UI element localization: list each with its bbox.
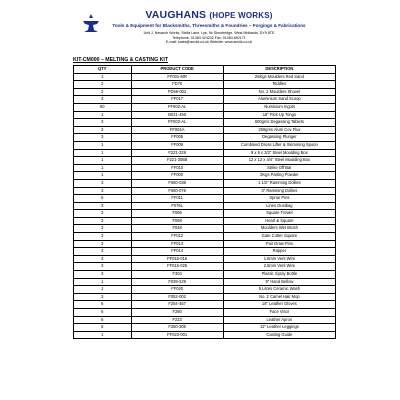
table-row — [74, 331, 336, 339]
cell-product-code: FD56-002 — [131, 88, 223, 96]
cell-qty: 3 — [74, 217, 132, 225]
table-row — [74, 187, 336, 195]
table-row — [74, 263, 336, 271]
cell-qty: 3 — [74, 233, 132, 241]
cell-description: 5 Litres Ceramic Wash — [223, 286, 335, 294]
table-row — [74, 111, 336, 119]
table-row — [74, 217, 336, 225]
company-email-web: E-mail: sales@anvils.co.uk Website: www.anvils.co.uk — [165, 40, 253, 45]
cell-qty: 3 — [74, 255, 132, 263]
table-row — [74, 293, 336, 301]
table-row — [74, 96, 336, 104]
table-row — [74, 119, 336, 127]
table-row — [74, 134, 336, 142]
table-row — [74, 73, 336, 81]
cell-qty: 3 — [74, 271, 132, 279]
letterhead — [0, 9, 400, 45]
cell-description: 600gms Degassing Tablets — [223, 119, 335, 127]
cell-description: 2.5mm Vent Wire — [223, 263, 335, 271]
kit-title: KIT-CM000 – MELTING & CASTING KIT — [73, 57, 169, 63]
cell-product-code: FF010 — [131, 164, 223, 172]
cell-description: 18" Pick Up Tongs — [223, 111, 335, 119]
cell-description: Sprue Pins — [223, 195, 335, 203]
cell-description: Aluminium Sand Scoop — [223, 96, 335, 104]
company-tagline: Tools & Equipment for Blacksmiths, Threesmiths & Foundries – Forgings & Fabrications — [112, 23, 306, 28]
table-row — [74, 88, 336, 96]
cell-qty: 1 — [74, 73, 132, 81]
cell-description: Linen Dustbag — [223, 202, 335, 210]
cell-product-code: FD70 — [131, 81, 223, 89]
cell-qty: 1 — [74, 141, 132, 149]
table-row — [74, 316, 336, 324]
cell-product-code: FF002-AL — [131, 103, 223, 111]
cell-description: Plastic Spray Bottle — [223, 271, 335, 279]
company-subname: (HOPE WORKS) — [209, 11, 273, 20]
cell-qty: 3 — [74, 187, 132, 195]
cell-product-code: FF012 — [131, 233, 223, 241]
cell-description: 2Kgs Parting Powder — [223, 172, 335, 180]
cell-description: 1 1/2" Ramming Dollies — [223, 179, 335, 187]
cell-product-code: FF000 — [131, 172, 223, 180]
cell-qty: 3 — [74, 240, 132, 248]
kit-table-body — [74, 73, 336, 339]
cell-product-code: F304 — [131, 271, 223, 279]
table-row — [74, 103, 336, 111]
cell-description: 25Kgs Moulders Red Sand — [223, 73, 335, 81]
company-address-block — [18, 31, 400, 45]
cell-qty: 3 — [74, 179, 132, 187]
cell-product-code: F221-305B — [131, 157, 223, 165]
company-name — [18, 9, 400, 21]
cell-product-code: FF004A — [131, 126, 223, 134]
table-row — [74, 172, 336, 180]
cell-product-code: F052-002 — [131, 293, 223, 301]
cell-product-code: F254-457 — [131, 301, 223, 309]
cell-description: 9 x 9 x 3/2" Steel Moulding Box — [223, 149, 335, 157]
company-address: Unit J, Navarch Works, Stella Lane, Lye, Nr Stourbridge, West Midlands, DY9 8TE — [143, 31, 275, 35]
cell-description: Face Visor — [223, 309, 335, 317]
cell-description: Pair Draw Pins — [223, 240, 335, 248]
table-row — [74, 149, 336, 157]
cell-qty: 6 — [74, 316, 132, 324]
cell-product-code: FF003-AL — [131, 119, 223, 127]
cell-product-code: FF020 — [131, 286, 223, 294]
cell-description: 250gms Alum Cov Flux — [223, 126, 335, 134]
cell-product-code: F280 — [131, 309, 223, 317]
column-header-qty: QTY — [74, 66, 132, 74]
table-row — [74, 179, 336, 187]
cell-qty: 3 — [74, 210, 132, 218]
cell-qty: 3 — [74, 293, 132, 301]
cell-product-code: F060-038 — [131, 179, 223, 187]
table-row — [74, 309, 336, 317]
cell-description: Heart & Square — [223, 217, 335, 225]
column-header-product-code: PRODUCT CODE — [131, 66, 223, 74]
table-row — [74, 225, 336, 233]
cell-description: No. 2 Camel Hair Mop — [223, 293, 335, 301]
cell-product-code: FF013 — [131, 240, 223, 248]
cell-qty: 3 — [74, 134, 132, 142]
table-row — [74, 248, 336, 256]
table-row — [74, 81, 336, 89]
cell-qty: 6 — [74, 301, 132, 309]
cell-description: 3" Ramming Dollies — [223, 187, 335, 195]
company-phone-fax: Telephone: 01384 424232 Fax: 01384 892171 — [172, 35, 246, 40]
cell-product-code: F221-229 — [131, 149, 223, 157]
cell-qty: 1 — [74, 286, 132, 294]
cell-qty: 2 — [74, 88, 132, 96]
cell-qty: 1 — [74, 164, 132, 172]
cell-qty: 1 — [74, 149, 132, 157]
table-row — [74, 141, 336, 149]
cell-product-code: F039-229 — [131, 278, 223, 286]
cell-product-code: FF009 — [131, 141, 223, 149]
cell-product-code: FF016-016 — [131, 255, 223, 263]
column-header-description: DESCRIPTION — [223, 66, 335, 74]
cell-description: 1.6mm Vent Wire — [223, 255, 335, 263]
cell-description: Gate Cutter Square — [223, 233, 335, 241]
cell-qty: 1 — [74, 111, 132, 119]
cell-qty: 60 — [74, 103, 132, 111]
cell-qty: 1 — [74, 331, 132, 339]
cell-qty: 3 — [74, 119, 132, 127]
table-row — [74, 233, 336, 241]
table-row — [74, 286, 336, 294]
table-row — [74, 240, 336, 248]
cell-description: Moulders Wet Brush — [223, 225, 335, 233]
cell-product-code: B021-450 — [131, 111, 223, 119]
cell-description: Casting Guide — [223, 331, 335, 339]
table-row — [74, 301, 336, 309]
cell-qty: 3 — [74, 126, 132, 134]
cell-description: Degassing Plunger — [223, 134, 335, 142]
cell-qty: 6 — [74, 309, 132, 317]
cell-product-code: F223 — [131, 316, 223, 324]
cell-qty: 6 — [74, 195, 132, 203]
cell-product-code: FF001-MR — [131, 73, 223, 81]
cell-product-code: F068 — [131, 217, 223, 225]
company-name-text: VAUGHANS — [145, 9, 207, 21]
table-row — [74, 210, 336, 218]
cell-product-code: FF016-025 — [131, 263, 223, 271]
cell-description: 18" Leather Gloves — [223, 301, 335, 309]
cell-description: Rapper — [223, 248, 335, 256]
table-row — [74, 164, 336, 172]
table-header-row — [74, 66, 336, 74]
cell-description: Combined Dross Lifter & Skimming Spoon — [223, 141, 335, 149]
cell-product-code: FF017 — [131, 96, 223, 104]
cell-product-code: FF023-001 — [131, 331, 223, 339]
cell-product-code: F250-305 — [131, 324, 223, 332]
cell-product-code: F060-076 — [131, 187, 223, 195]
table-row — [74, 202, 336, 210]
table-row — [74, 195, 336, 203]
table-row — [74, 324, 336, 332]
cell-qty: 1 — [74, 172, 132, 180]
cell-qty: 1 — [74, 157, 132, 165]
table-row — [74, 255, 336, 263]
cell-qty: 3 — [74, 225, 132, 233]
cell-product-code: FF014 — [131, 248, 223, 256]
cell-description: Aluminium Ingots — [223, 103, 335, 111]
cell-product-code: FF011 — [131, 195, 223, 203]
cell-description: No. 2 Moulders Shovel — [223, 88, 335, 96]
cell-qty: 3 — [74, 96, 132, 104]
cell-qty: 6 — [74, 324, 132, 332]
cell-qty: 3 — [74, 202, 132, 210]
cell-product-code: F076L — [131, 202, 223, 210]
cell-description: Leather Apron — [223, 316, 335, 324]
cell-description: Strike Off Bar — [223, 164, 335, 172]
cell-qty: 3 — [74, 263, 132, 271]
cell-qty: 2 — [74, 81, 132, 89]
cell-description: 12 x 12 x 4/4" Steel Moulding Box — [223, 157, 335, 165]
cell-product-code: F066 — [131, 210, 223, 218]
table-row — [74, 157, 336, 165]
kit-table — [73, 65, 336, 339]
cell-description: 9" Hand Bellow — [223, 278, 335, 286]
cell-product-code: F048 — [131, 225, 223, 233]
table-row — [74, 126, 336, 134]
table-row — [74, 271, 336, 279]
cell-description: 12" Leather Leggings — [223, 324, 335, 332]
cell-qty: 1 — [74, 278, 132, 286]
cell-description: Square Trowel — [223, 210, 335, 218]
cell-description: Riddles — [223, 81, 335, 89]
table-row — [74, 278, 336, 286]
cell-qty: 3 — [74, 248, 132, 256]
cell-product-code: FF005 — [131, 134, 223, 142]
